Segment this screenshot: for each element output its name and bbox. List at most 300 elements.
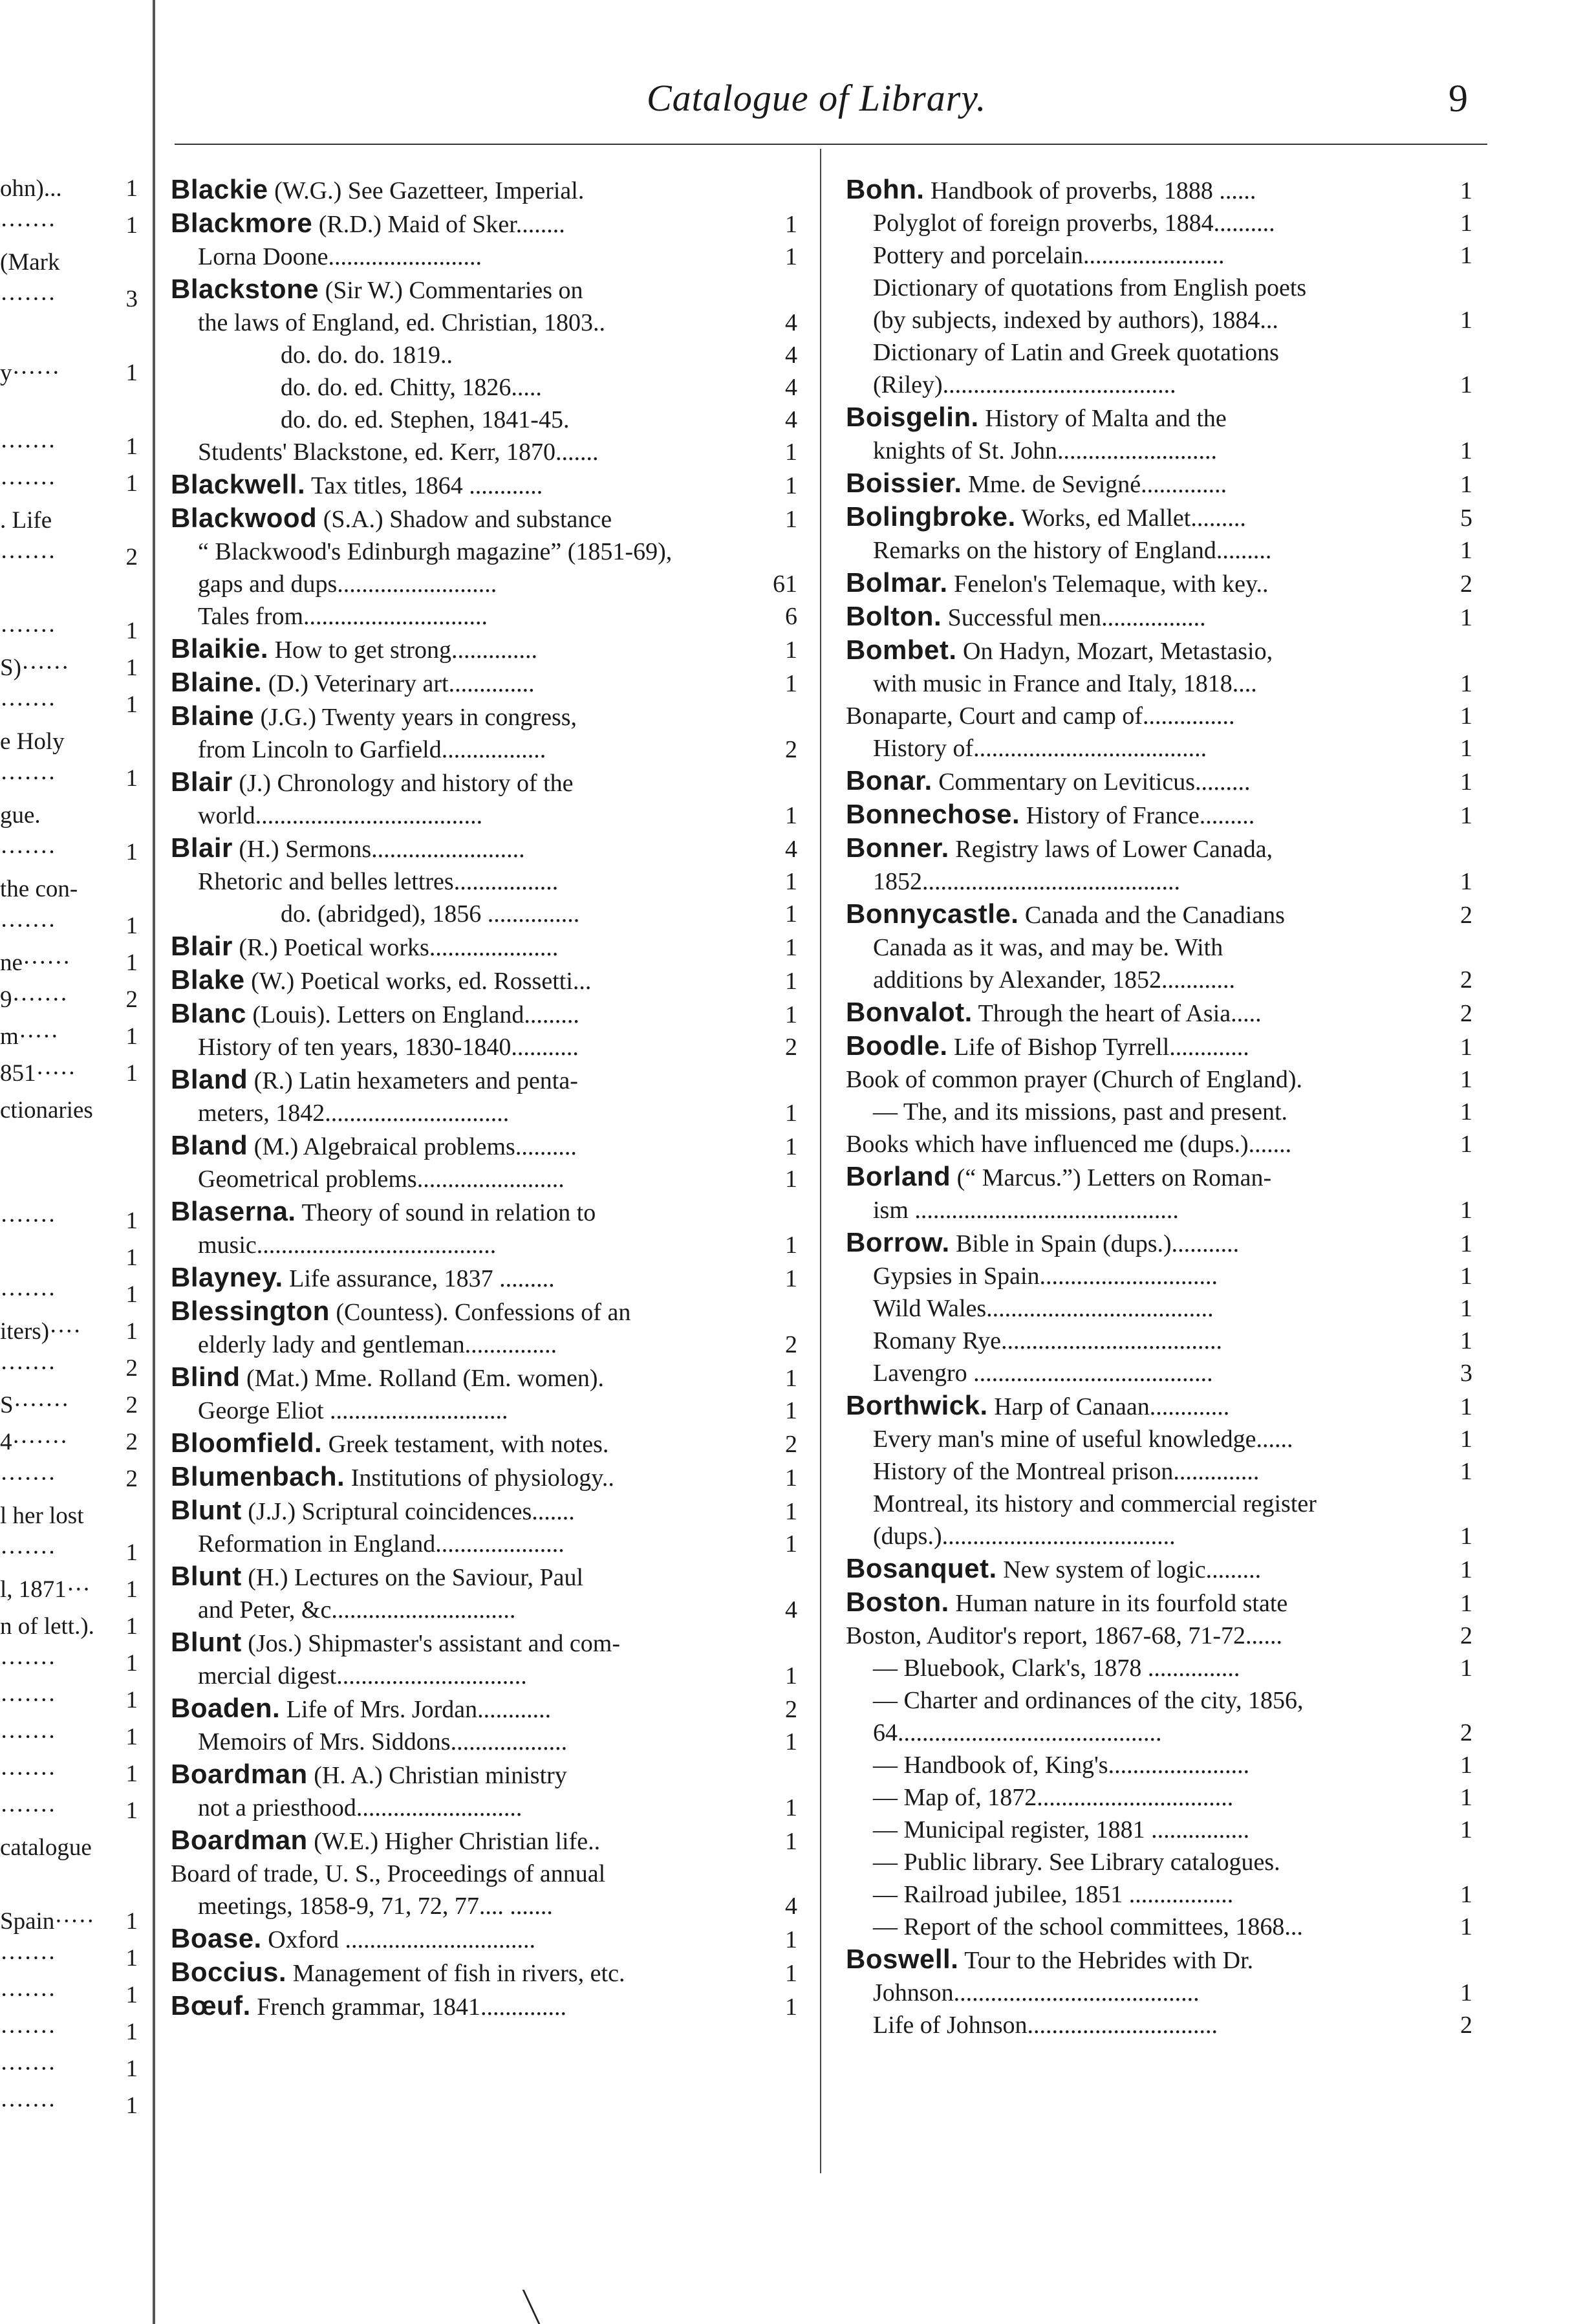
author-name: Bœuf. xyxy=(171,1990,251,2021)
entry-title: History of ten years, 1830-1840........... xyxy=(198,1034,579,1061)
volume-count: 1 xyxy=(1460,1098,1472,1125)
volume-count: 4 xyxy=(785,1893,797,1920)
volume-count: 1 xyxy=(785,243,797,270)
page-header xyxy=(0,65,1583,123)
volume-count: 1 xyxy=(785,1794,797,1821)
left-fragment-line xyxy=(0,1059,145,1092)
catalogue-entry xyxy=(171,436,801,468)
left-fragment-count: 1 xyxy=(125,839,138,865)
entry-title: Successful men................. xyxy=(947,604,1206,631)
author-name: Blair xyxy=(171,832,233,863)
catalogue-entry xyxy=(846,1781,1476,1814)
catalogue-entry xyxy=(846,1911,1476,1943)
entry-title: (Countess). Confessions of an xyxy=(336,1299,631,1326)
catalogue-entry xyxy=(171,241,801,273)
left-fragment-line xyxy=(0,212,145,244)
volume-count: 4 xyxy=(785,309,797,336)
entry-title: (D.) Veterinary art.............. xyxy=(268,670,535,697)
left-fragment-text: (Mark xyxy=(0,249,60,276)
left-fragment-text: ······· xyxy=(0,2019,56,2045)
left-fragment-line xyxy=(0,248,145,281)
left-fragment-count: 1 xyxy=(125,1281,138,1308)
catalogue-entry xyxy=(846,1943,1476,2009)
author-name: Blunt xyxy=(171,1561,242,1591)
entry-title: Canada and the Canadians xyxy=(1024,902,1285,929)
volume-count: 1 xyxy=(1460,868,1472,895)
left-fragment-count: 1 xyxy=(125,1244,138,1271)
entry-continuation: with music in France and Italy, 1818.... xyxy=(873,670,1257,697)
left-fragment-line xyxy=(0,1649,145,1682)
left-fragment-count: 1 xyxy=(125,950,138,976)
left-fragment-count: 2 xyxy=(125,1355,138,1382)
entry-title: Lorna Doone......................... xyxy=(198,243,482,270)
volume-count: 1 xyxy=(1460,670,1472,697)
entry-title: Rhetoric and belles lettres................. xyxy=(198,868,559,895)
catalogue-entry xyxy=(846,1455,1476,1488)
catalogue-entry xyxy=(171,1427,801,1461)
catalogue-entry xyxy=(846,401,1476,467)
volume-count: 1 xyxy=(785,1100,797,1127)
left-fragment-count: 1 xyxy=(125,1761,138,1787)
catalogue-column-right xyxy=(846,173,1476,2041)
catalogue-entry xyxy=(846,207,1476,239)
author-name: Blaine xyxy=(171,700,255,731)
catalogue-entry xyxy=(846,1488,1476,1552)
volume-count: 1 xyxy=(1460,1913,1472,1940)
catalogue-entry xyxy=(171,1560,801,1626)
entry-title: (“ Marcus.”) Letters on Roman- xyxy=(956,1164,1272,1191)
volume-count: 1 xyxy=(1460,1458,1472,1485)
left-fragment-count: 2 xyxy=(125,1392,138,1418)
entry-title: (W.E.) Higher Christian life.. xyxy=(314,1828,601,1855)
entry-title: (Louis). Letters on England......... xyxy=(252,1001,579,1028)
author-name: Bolmar. xyxy=(846,567,948,598)
catalogue-entry xyxy=(846,798,1476,832)
catalogue-entry xyxy=(846,1814,1476,1846)
left-fragment-line xyxy=(0,1871,145,1903)
catalogue-entry xyxy=(171,898,801,930)
catalogue-entry xyxy=(846,1389,1476,1423)
entry-continuation: the laws of England, ed. Christian, 1803.. xyxy=(198,309,606,336)
left-fragment-line xyxy=(0,1944,145,1977)
entry-title: — Handbook of, King's....................... xyxy=(873,1752,1250,1779)
catalogue-entry xyxy=(171,1990,801,2023)
entry-title: Life of Mrs. Jordan............ xyxy=(286,1696,552,1723)
left-fragment-text: ······· xyxy=(0,1650,56,1677)
left-fragment-text: 851····· xyxy=(0,1060,76,1087)
volume-count: 1 xyxy=(785,1960,797,1987)
left-fragment-text: iters)···· xyxy=(0,1318,81,1345)
entry-title: Life of Bishop Tyrrell............. xyxy=(954,1034,1249,1061)
volume-count: 1 xyxy=(1460,1784,1472,1811)
left-fragment-line xyxy=(0,1244,145,1276)
left-fragment-count: 1 xyxy=(125,1613,138,1640)
left-fragment-text: S)······ xyxy=(0,655,69,681)
volume-count: 1 xyxy=(1460,537,1472,564)
left-fragment-text: ······· xyxy=(0,1687,56,1713)
volume-count: 1 xyxy=(1460,1295,1472,1322)
author-name: Blair xyxy=(171,766,233,797)
volume-count: 1 xyxy=(1460,1752,1472,1779)
entry-title: (J.G.) Twenty years in congress, xyxy=(260,704,577,731)
entry-continuation: (by subjects, indexed by authors), 1884... xyxy=(873,307,1278,334)
entry-title: (Mat.) Mme. Rolland (Em. women). xyxy=(246,1365,604,1392)
author-name: Blackwell. xyxy=(171,469,306,499)
entry-title: Harp of Canaan............. xyxy=(994,1393,1230,1420)
entry-title: Pottery and porcelain....................... xyxy=(873,242,1225,269)
entry-title: Life of Johnson............................... xyxy=(873,2012,1218,2039)
author-name: Blair xyxy=(171,931,233,961)
left-fragment-line xyxy=(0,765,145,797)
left-fragment-text: Spain····· xyxy=(0,1908,94,1935)
author-name: Blunt xyxy=(171,1495,242,1525)
entry-title: Boston, Auditor's report, 1867-68, 71-72...... xyxy=(846,1622,1282,1649)
catalogue-entry xyxy=(171,1461,801,1494)
running-title: Catalogue of Library. xyxy=(647,77,987,119)
catalogue-entry xyxy=(846,272,1476,336)
author-name: Bonner. xyxy=(846,832,949,863)
entry-title: Books which have influenced me (dups.)....... xyxy=(846,1131,1292,1158)
catalogue-entry xyxy=(846,1096,1476,1128)
catalogue-column-left xyxy=(171,173,801,2023)
left-fragment-line xyxy=(0,396,145,428)
entry-continuation: not a priesthood........................... xyxy=(198,1794,522,1821)
left-fragment-line xyxy=(0,801,145,834)
entry-continuation: world..................................... xyxy=(198,802,483,829)
left-fragment-text: ······· xyxy=(0,286,56,312)
left-fragment-text: ······· xyxy=(0,2092,56,2119)
left-fragment-count: 1 xyxy=(125,1982,138,2008)
entry-title: do. (abridged), 1856 ............... xyxy=(281,900,580,928)
left-fragment-count: 1 xyxy=(125,1060,138,1087)
left-fragment-text: ······· xyxy=(0,1982,56,2008)
volume-count: 1 xyxy=(1460,1327,1472,1354)
left-fragment-text: e Holy xyxy=(0,728,65,755)
entry-title: (H.) Sermons......................... xyxy=(239,836,525,863)
left-fragment-count: 1 xyxy=(125,2056,138,2082)
volume-count: 2 xyxy=(785,736,797,763)
volume-count: 5 xyxy=(1460,505,1472,532)
left-fragment-line xyxy=(0,1281,145,1313)
volume-count: 2 xyxy=(1460,2012,1472,2039)
left-fragment-count: 1 xyxy=(125,433,138,460)
entry-title: Gypsies in Spain............................. xyxy=(873,1263,1218,1290)
volume-count: 2 xyxy=(1460,902,1472,929)
catalogue-entry xyxy=(846,931,1476,996)
left-fragment-line xyxy=(0,543,145,576)
catalogue-entry xyxy=(846,700,1476,732)
author-name: Borland xyxy=(846,1161,951,1191)
left-fragment-line xyxy=(0,580,145,613)
left-fragment-line xyxy=(0,1723,145,1755)
volume-count: 1 xyxy=(785,472,797,499)
left-fragment-line xyxy=(0,875,145,907)
volume-count: 1 xyxy=(785,1265,797,1292)
catalogue-entry xyxy=(171,273,801,339)
entry-title: Canada as it was, and may be. With xyxy=(873,934,1223,961)
entry-title: — Report of the school committees, 1868... xyxy=(873,1913,1303,1940)
volume-count: 1 xyxy=(785,1232,797,1259)
author-name: Bonar. xyxy=(846,765,932,796)
author-name: Blaine. xyxy=(171,667,263,697)
catalogue-entry xyxy=(846,1620,1476,1652)
entry-title: Mme. de Sevigné.............. xyxy=(968,471,1227,498)
entry-title: do. do. ed. Chitty, 1826..... xyxy=(281,374,542,401)
left-fragment-line xyxy=(0,1391,145,1424)
volume-count: 1 xyxy=(1460,242,1472,269)
entry-title: Bible in Spain (dups.)........... xyxy=(956,1230,1240,1257)
catalogue-entry xyxy=(846,534,1476,567)
left-fragment-text: ······· xyxy=(0,212,56,239)
left-fragment-line xyxy=(0,617,145,649)
catalogue-entry xyxy=(171,1692,801,1726)
left-fragment-count: 1 xyxy=(125,2092,138,2119)
entry-title: (M.) Algebraical problems.......... xyxy=(253,1133,577,1160)
left-fragment-count: 2 xyxy=(125,1466,138,1492)
left-fragment-line xyxy=(0,2092,145,2124)
entry-title: Institutions of physiology.. xyxy=(350,1464,614,1492)
volume-count: 1 xyxy=(1460,1197,1472,1224)
left-fragment-count: 1 xyxy=(125,1797,138,1824)
left-fragment-text: ctionaries xyxy=(0,1097,93,1124)
left-fragment-line xyxy=(0,2018,145,2050)
entry-title: Every man's mine of useful knowledge...... xyxy=(873,1426,1293,1453)
volume-count: 1 xyxy=(785,968,797,995)
entry-title: Fenelon's Telemaque, with key.. xyxy=(954,570,1269,598)
catalogue-entry xyxy=(846,1128,1476,1160)
volume-count: 1 xyxy=(1460,1655,1472,1682)
entry-title: Students' Blackstone, ed. Kerr, 1870....... xyxy=(198,439,599,466)
catalogue-entry xyxy=(846,1586,1476,1620)
catalogue-entry xyxy=(171,997,801,1031)
author-name: Bosanquet. xyxy=(846,1553,997,1583)
entry-title: History of France......... xyxy=(1026,802,1255,829)
left-fragment-line xyxy=(0,691,145,723)
catalogue-entry xyxy=(171,1295,801,1361)
catalogue-entry xyxy=(171,1858,801,1922)
left-fragment-text: 9······· xyxy=(0,986,68,1013)
catalogue-entry xyxy=(171,502,801,536)
left-fragment-count: 1 xyxy=(125,1908,138,1935)
left-fragment-line xyxy=(0,1834,145,1866)
entry-continuation: 64........................................... xyxy=(873,1719,1162,1746)
entry-title: Lavengro ....................................... xyxy=(873,1360,1213,1387)
entry-continuation: meetings, 1858-9, 71, 72, 77.... ....... xyxy=(198,1893,553,1920)
header-rule xyxy=(175,144,1487,145)
author-name: Blackstone xyxy=(171,274,319,304)
catalogue-entry xyxy=(171,468,801,502)
catalogue-entry xyxy=(171,1626,801,1692)
entry-title: (H. A.) Christian ministry xyxy=(314,1762,567,1789)
left-fragment-line xyxy=(0,1354,145,1387)
entry-title: Bonaparte, Court and camp of............... xyxy=(846,702,1235,730)
volume-count: 4 xyxy=(785,406,797,433)
author-name: Bombet. xyxy=(846,635,957,665)
author-name: Bland xyxy=(171,1064,248,1094)
catalogue-entry xyxy=(846,1226,1476,1260)
volume-count: 1 xyxy=(1460,1426,1472,1453)
left-fragment-text: 4······· xyxy=(0,1429,68,1455)
author-name: Boaden. xyxy=(171,1693,281,1723)
entry-title: Handbook of proverbs, 1888 ...... xyxy=(930,177,1256,204)
entry-continuation: gaps and dups.......................... xyxy=(198,570,497,598)
author-name: Boase. xyxy=(171,1923,262,1953)
volume-count: 6 xyxy=(785,603,797,630)
volume-count: 1 xyxy=(1460,802,1472,829)
left-fragment-text: ······· xyxy=(0,618,56,644)
left-fragment-text: ······· xyxy=(0,1355,56,1382)
left-fragment-count: 1 xyxy=(125,175,138,202)
volume-count: 1 xyxy=(1460,1263,1472,1290)
left-fragment-line xyxy=(0,986,145,1018)
catalogue-entry xyxy=(846,1292,1476,1325)
volume-count: 1 xyxy=(785,670,797,697)
entry-title: Romany Rye.................................... xyxy=(873,1327,1222,1354)
left-fragment-line xyxy=(0,2055,145,2087)
volume-count: 2 xyxy=(1460,1000,1472,1027)
left-fragment-text: ······· xyxy=(0,1208,56,1234)
left-fragment-count: 1 xyxy=(125,1539,138,1566)
volume-count: 1 xyxy=(1460,471,1472,498)
entry-title: Remarks on the history of England......... xyxy=(873,537,1272,564)
entry-continuation: additions by Alexander, 1852............ xyxy=(873,966,1235,994)
entry-title: (Sir W.) Commentaries on xyxy=(325,277,583,304)
catalogue-entry xyxy=(171,964,801,997)
left-fragment-text: y······ xyxy=(0,360,60,386)
entry-continuation: knights of St. John.......................... xyxy=(873,437,1218,464)
volume-count: 1 xyxy=(1460,1230,1472,1257)
left-fragment-line xyxy=(0,949,145,981)
entry-title: Tax titles, 1864 ............ xyxy=(310,472,543,499)
volume-count: 1 xyxy=(1460,437,1472,464)
catalogue-entry xyxy=(171,1063,801,1129)
entry-title: Polyglot of foreign proverbs, 1884.......... xyxy=(873,210,1275,237)
volume-count: 4 xyxy=(785,374,797,401)
entry-title: — Public library. See Library catalogues. xyxy=(873,1849,1280,1876)
left-fragment-line xyxy=(0,470,145,502)
left-fragment-text: . Life xyxy=(0,507,52,534)
author-name: Boodle. xyxy=(846,1030,948,1061)
left-fragment-count: 1 xyxy=(125,655,138,681)
left-fragment-text: ······· xyxy=(0,1724,56,1750)
entry-title: — Bluebook, Clark's, 1878 ............... xyxy=(873,1655,1240,1682)
left-fragment-count: 2 xyxy=(125,1429,138,1455)
left-fragment-line xyxy=(0,175,145,207)
left-fragment-count: 1 xyxy=(125,212,138,239)
volume-count: 1 xyxy=(785,1993,797,2021)
catalogue-entry xyxy=(171,1758,801,1824)
entry-title: Greek testament, with notes. xyxy=(328,1431,609,1458)
catalogue-entry xyxy=(171,339,801,371)
left-fragment-count: 3 xyxy=(125,286,138,312)
entry-title: Commentary on Leviticus......... xyxy=(938,768,1251,796)
entry-continuation: elderly lady and gentleman............... xyxy=(198,1331,557,1358)
left-fragment-count: 1 xyxy=(125,1023,138,1050)
catalogue-entry xyxy=(846,1878,1476,1911)
catalogue-entry xyxy=(846,732,1476,765)
left-fragment-line xyxy=(0,912,145,944)
entry-title: (W.) Poetical works, ed. Rossetti... xyxy=(251,968,592,995)
left-fragment-text: l her lost xyxy=(0,1503,84,1529)
catalogue-entry xyxy=(846,1684,1476,1749)
catalogue-entry xyxy=(171,1956,801,1990)
left-fragment-line xyxy=(0,1318,145,1350)
catalogue-entry xyxy=(171,766,801,832)
catalogue-entry xyxy=(171,173,801,207)
author-name: Blackwood xyxy=(171,503,318,533)
left-fragment-text: ne······ xyxy=(0,950,70,976)
left-fragment-text: ······· xyxy=(0,913,56,939)
volume-count: 2 xyxy=(1460,570,1472,598)
left-fragment-line xyxy=(0,359,145,391)
left-fragment-line xyxy=(0,285,145,318)
catalogue-entry xyxy=(846,1063,1476,1096)
author-name: Borthwick. xyxy=(846,1390,988,1420)
author-name: Bolton. xyxy=(846,601,942,631)
volume-count: 1 xyxy=(1460,1034,1472,1061)
volume-count: 1 xyxy=(1460,1556,1472,1583)
entry-title: (H.) Lectures on the Saviour, Paul xyxy=(248,1564,584,1591)
catalogue-entry xyxy=(846,1652,1476,1684)
entry-title: Geometrical problems........................ xyxy=(198,1166,565,1193)
author-name: Bohn. xyxy=(846,174,925,204)
left-fragment-count: 1 xyxy=(125,765,138,792)
entry-title: — The, and its missions, past and present. xyxy=(873,1098,1288,1125)
volume-count: 1 xyxy=(785,900,797,928)
entry-title: George Eliot ............................. xyxy=(198,1397,508,1424)
volume-count: 1 xyxy=(785,211,797,238)
entry-title: Human nature in its fourfold state xyxy=(955,1590,1288,1617)
left-fragment-line xyxy=(0,1502,145,1534)
entry-title: Dictionary of Latin and Greek quotations xyxy=(873,339,1279,366)
left-fragment-line xyxy=(0,1797,145,1829)
entry-title: do. do. ed. Stephen, 1841-45. xyxy=(281,406,570,433)
volume-count: 1 xyxy=(1460,1523,1472,1550)
left-fragment-count: 1 xyxy=(125,913,138,939)
volume-count: 1 xyxy=(785,1397,797,1424)
volume-count: 1 xyxy=(1460,702,1472,730)
author-name: Blayney. xyxy=(171,1262,283,1292)
left-fragment-count: 1 xyxy=(125,618,138,644)
catalogue-entry xyxy=(171,1528,801,1560)
entry-title: Registry laws of Lower Canada, xyxy=(955,836,1273,863)
volume-count: 2 xyxy=(785,1034,797,1061)
catalogue-entry xyxy=(171,1395,801,1427)
volume-count: 1 xyxy=(785,934,797,961)
author-name: Bonnycastle. xyxy=(846,898,1019,929)
volume-count: 1 xyxy=(785,1464,797,1492)
entry-continuation: 1852.......................................... xyxy=(873,868,1180,895)
author-name: Bonvalot. xyxy=(846,997,973,1027)
entry-title: — Map of, 1872................................ xyxy=(873,1784,1234,1811)
author-name: Boardman xyxy=(171,1759,308,1789)
volume-count: 2 xyxy=(785,1696,797,1723)
entry-title: History of...................................... xyxy=(873,735,1207,762)
volume-count: 1 xyxy=(785,1530,797,1558)
catalogue-entry xyxy=(846,1357,1476,1389)
catalogue-entry xyxy=(846,1160,1476,1226)
left-fragment-line xyxy=(0,1428,145,1461)
entry-title: Oxford ............................... xyxy=(268,1926,535,1953)
entry-title: How to get strong.............. xyxy=(274,636,537,664)
catalogue-entry xyxy=(171,930,801,964)
catalogue-entry xyxy=(171,1031,801,1063)
entry-continuation: music....................................... xyxy=(198,1232,497,1259)
volume-count: 1 xyxy=(1460,1881,1472,1908)
left-fragment-text: ······· xyxy=(0,1797,56,1824)
catalogue-entry xyxy=(171,1726,801,1758)
catalogue-entry xyxy=(171,207,801,241)
